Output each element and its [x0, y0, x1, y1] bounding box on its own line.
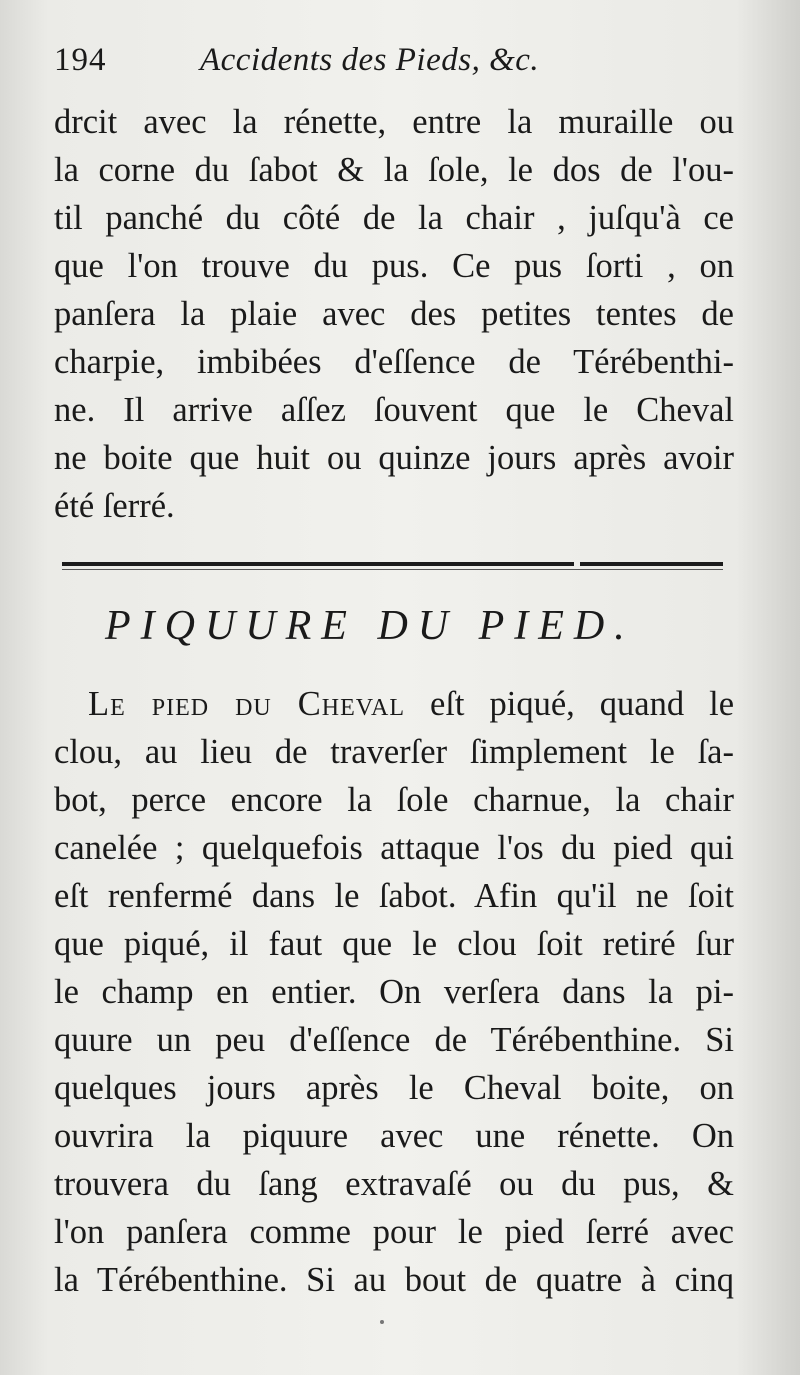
text-line: trouvera du ſang extravaſé ou du pus, & — [54, 1165, 734, 1203]
text-line: que l'on trouve du pus. Ce pus ſorti , on — [54, 247, 734, 285]
text-line: été ſerré. — [54, 487, 175, 525]
paper-speck — [380, 1320, 384, 1324]
top-paragraph — [54, 98, 734, 530]
text-line: charpie, imbibées d'eſſence de Térébenthi- — [54, 343, 734, 381]
text-line: canelée ; quelquefois attaque l'os du pied qui — [54, 829, 734, 867]
text-line: la Térébenthine. Si au bout de quatre à cinq — [54, 1261, 734, 1299]
text-line: drcit avec la rénette, entre la muraille ou — [54, 103, 734, 141]
lead-in-smallcaps: Le pied du Cheval — [88, 685, 405, 723]
section-divider-hairline — [62, 569, 723, 570]
text-line: eſt renfermé dans le ſabot. Afin qu'il ne ſoit — [54, 877, 734, 915]
page-number: 194 — [54, 42, 107, 78]
running-head: Accidents des Pieds, &c. — [200, 42, 540, 78]
section-divider-rule — [62, 562, 574, 566]
text-line: la corne du ſabot & la ſole, le dos de l'ou- — [54, 151, 734, 189]
page-header — [54, 42, 744, 86]
first-line-rest: eſt piqué, quand le — [430, 685, 735, 723]
text-line: que piqué, il faut que le clou ſoit retiré ſur — [54, 925, 734, 963]
text-line: quelques jours après le Cheval boite, on — [54, 1069, 734, 1107]
first-text-line — [54, 680, 734, 728]
text-line: le champ en entier. On verſera dans la pi- — [54, 973, 734, 1011]
text-line: clou, au lieu de traverſer ſimplement le ſa- — [54, 733, 734, 771]
text-line: ne boite que huit ou quinze jours après avoir — [54, 439, 734, 477]
section-divider-rule-short — [580, 562, 723, 566]
text-line: til panché du côté de la chair , juſqu'à ce — [54, 199, 734, 237]
text-line: ne. Il arrive aſſez ſouvent que le Cheval — [54, 391, 734, 429]
text-line: panſera la plaie avec des petites tentes de — [54, 295, 734, 333]
section-title: PIQUURE DU PIED. — [105, 603, 635, 649]
text-line: l'on panſera comme pour le pied ſerré avec — [54, 1213, 734, 1251]
section-paragraph — [54, 680, 734, 1304]
text-line: ouvrira la piquure avec une rénette. On — [54, 1117, 734, 1155]
text-line: bot, perce encore la ſole charnue, la chair — [54, 781, 734, 819]
text-line: quure un peu d'eſſence de Térébenthine. Si — [54, 1021, 734, 1059]
